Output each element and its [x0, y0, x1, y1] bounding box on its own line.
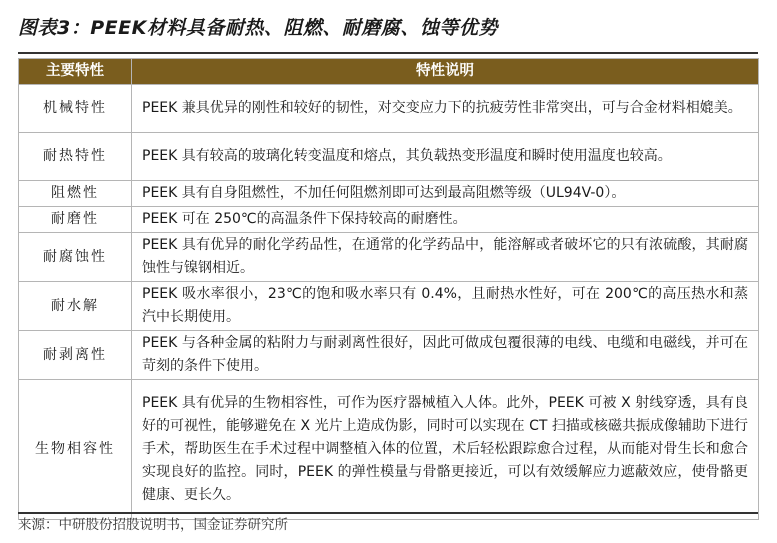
- feature-cell: 阻燃性: [19, 181, 132, 207]
- description-cell: PEEK 具有优异的生物相容性，可作为医疗器械植入人体。此外，PEEK 可被 X 射线穿透，具有良好的可视性，能够避免在 X 光片上造成伪影，同时可以实现在 CT 扫描或核磁共振成像辅助下进行手术，帮助医生在手术过程中调整植入体的位置，术后轻松跟踪愈合过程，从而能对骨生长和愈合实现良好的监控。同时，PEEK 的弹性模量与骨骼更接近，可以有效缓解应力遮蔽效应，使骨骼更健康、更长久。: [132, 380, 759, 520]
- source-note: 来源：中研股份招股说明书，国金证券研究所: [18, 517, 288, 533]
- table-row: [19, 331, 759, 380]
- table-row: [19, 133, 759, 181]
- table-row: [19, 207, 759, 233]
- feature-cell: 耐腐蚀性: [19, 233, 132, 282]
- description-cell: PEEK 具有较高的玻璃化转变温度和熔点，其负载热变形温度和瞬时使用温度也较高。: [132, 133, 759, 181]
- header-description: 特性说明: [132, 59, 759, 85]
- table-row: [19, 181, 759, 207]
- table-row: [19, 233, 759, 282]
- feature-cell: 耐热特性: [19, 133, 132, 181]
- feature-cell: 生物相容性: [19, 380, 132, 520]
- description-cell: PEEK 具有自身阻燃性，不加任何阻燃剂即可达到最高阻燃等级（UL94V-0）。: [132, 181, 759, 207]
- feature-cell: 机械特性: [19, 85, 132, 133]
- table-row: [19, 85, 759, 133]
- top-rule: [18, 52, 758, 54]
- feature-cell: 耐剥离性: [19, 331, 132, 380]
- figure-title: 图表3：PEEK材料具备耐热、阻燃、耐磨腐、蚀等优势: [18, 17, 498, 39]
- header-feature: 主要特性: [19, 59, 132, 85]
- feature-cell: 耐水解: [19, 282, 132, 331]
- description-cell: PEEK 可在 250℃的高温条件下保持较高的耐磨性。: [132, 207, 759, 233]
- table-row: [19, 282, 759, 331]
- feature-cell: 耐磨性: [19, 207, 132, 233]
- description-cell: PEEK 兼具优异的刚性和较好的韧性，对交变应力下的抗疲劳性非常突出，可与合金材料相媲美。: [132, 85, 759, 133]
- properties-table: [18, 58, 759, 520]
- description-cell: PEEK 与各种金属的粘附力与耐剥离性很好，因此可做成包覆很薄的电线、电缆和电磁线，并可在苛刻的条件下使用。: [132, 331, 759, 380]
- description-cell: PEEK 吸水率很小，23℃的饱和吸水率只有 0.4%，且耐热水性好，可在 200℃的高压热水和蒸汽中长期使用。: [132, 282, 759, 331]
- table-row: [19, 380, 759, 520]
- table-header-row: [19, 59, 759, 85]
- description-cell: PEEK 具有优异的耐化学药品性，在通常的化学药品中，能溶解或者破坏它的只有浓硫酸，其耐腐蚀性与镍钢相近。: [132, 233, 759, 282]
